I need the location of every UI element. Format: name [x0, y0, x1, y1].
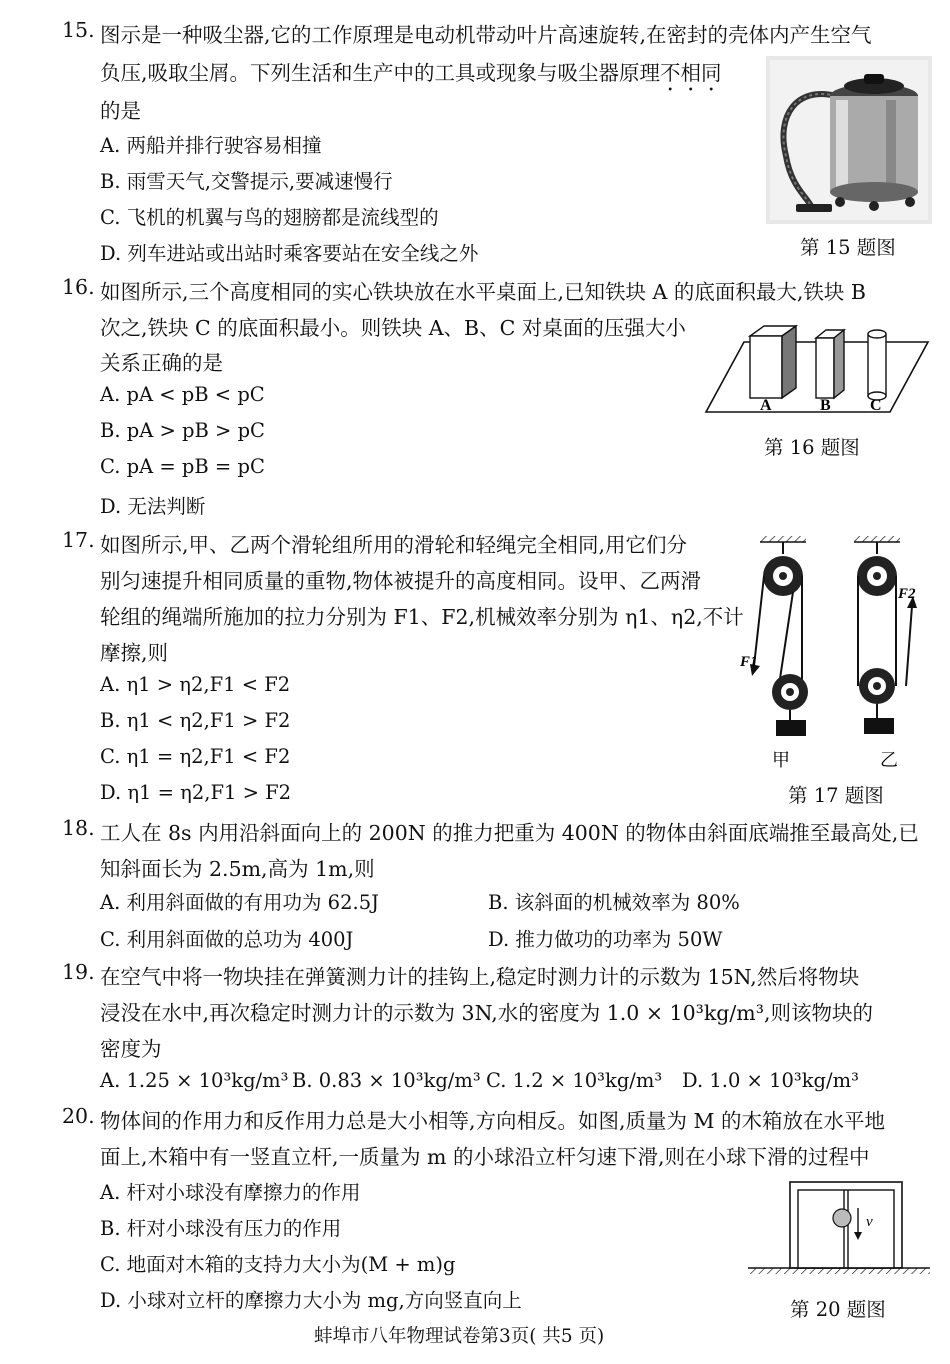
q16-line-3: 关系正确的是 [100, 351, 223, 375]
q16-option-b: B. pA > pB > pC [100, 419, 265, 442]
pulley-yi-label: 乙 [880, 750, 898, 771]
q15-line-3: 的是 [100, 99, 141, 123]
q18-line-1: 工人在 8s 内用沿斜面向上的 200N 的推力把重为 400N 的物体由斜面底端推至最高处,已 [100, 821, 919, 845]
q16-line-2: 次之,铁块 C 的底面积最小。则铁块 A、B、C 对桌面的压强大小 [100, 316, 686, 340]
q15-line-2: 负压,吸取尘屑。下列生活和生产中的工具或现象与吸尘器原理不相同 [100, 61, 722, 85]
force-f2-label: F2 [898, 586, 916, 602]
q17-figure-caption: 第 17 题图 [788, 784, 884, 807]
force-f1-label: F1 [740, 654, 758, 670]
q17-number: 17. [62, 528, 95, 552]
q16-line-1: 如图所示,三个高度相同的实心铁块放在水平桌面上,已知铁块 A 的底面积最大,铁块 B [100, 280, 866, 304]
q19-option-c: C. 1.2 × 10³kg/m³ [486, 1069, 663, 1092]
q18-option-d: D. 推力做功的功率为 50W [488, 928, 723, 951]
iron-blocks-figure [700, 318, 930, 418]
q15-option-a: A. 两船并排行驶容易相撞 [100, 134, 322, 157]
q17-line-3: 轮组的绳端所施加的拉力分别为 F1、F2,机械效率分别为 η1、η2,不计 [100, 605, 744, 629]
block-b-label: B [820, 397, 831, 414]
pulley-jia-label: 甲 [772, 750, 790, 771]
q17-option-a: A. η1 > η2,F1 < F2 [100, 673, 291, 696]
q17-line-4: 摩擦,则 [100, 641, 169, 665]
q18-option-a: A. 利用斜面做的有用功为 62.5J [100, 891, 379, 914]
q16-number: 16. [62, 275, 95, 299]
q19-number: 19. [62, 960, 95, 984]
q15-number: 15. [62, 18, 95, 42]
q16-option-c: C. pA = pB = pC [100, 455, 265, 478]
q15-emphasis: 不相同 [660, 61, 722, 85]
q17-option-c: C. η1 = η2,F1 < F2 [100, 745, 291, 768]
q17-line-2: 别匀速提升相同质量的重物,物体被提升的高度相同。设甲、乙两滑 [100, 569, 702, 593]
q20-option-a: A. 杆对小球没有摩擦力的作用 [100, 1181, 361, 1204]
q17-line-1: 如图所示,甲、乙两个滑轮组所用的滑轮和轻绳完全相同,用它们分 [100, 533, 688, 557]
q18-option-c: C. 利用斜面做的总功为 400J [100, 928, 354, 951]
block-a-label: A [760, 397, 772, 414]
q17-option-d: D. η1 = η2,F1 > F2 [100, 781, 292, 804]
q20-figure-caption: 第 20 题图 [790, 1298, 886, 1321]
q20-line-2: 面上,木箱中有一竖直立杆,一质量为 m 的小球沿立杆匀速下滑,则在小球下滑的过程中 [100, 1145, 870, 1169]
q20-option-d: D. 小球对立杆的摩擦力大小为 mg,方向竖直向上 [100, 1289, 522, 1312]
q19-line-2: 浸没在水中,再次稳定时测力计的示数为 3N,水的密度为 1.0 × 10³kg/m³,则该物块的 [100, 1001, 873, 1025]
q15-option-b: B. 雨雪天气,交警提示,要减速慢行 [100, 170, 393, 193]
q18-line-2: 知斜面长为 2.5m,高为 1m,则 [100, 857, 375, 881]
q19-option-a: A. 1.25 × 10³kg/m³ [100, 1069, 289, 1092]
q18-number: 18. [62, 816, 95, 840]
q16-option-d: D. 无法判断 [100, 495, 206, 518]
page-footer: 蚌埠市八年物理试卷第3页( 共5 页) [314, 1326, 605, 1347]
q19-line-3: 密度为 [100, 1037, 162, 1061]
q17-option-b: B. η1 < η2,F1 > F2 [100, 709, 291, 732]
q20-option-b: B. 杆对小球没有压力的作用 [100, 1217, 342, 1240]
q16-option-a: A. pA < pB < pC [100, 383, 265, 406]
q16-figure-caption: 第 16 题图 [764, 436, 860, 459]
q15-option-c: C. 飞机的机翼与鸟的翅膀都是流线型的 [100, 206, 439, 229]
q19-line-1: 在空气中将一物块挂在弹簧测力计的挂钩上,稳定时测力计的示数为 15N,然后将物块 [100, 965, 860, 989]
q20-option-c: C. 地面对木箱的支持力大小为(M + m)g [100, 1253, 456, 1276]
q19-option-b: B. 0.83 × 10³kg/m³ [292, 1069, 481, 1092]
q15-option-d: D. 列车进站或出站时乘客要站在安全线之外 [100, 242, 479, 265]
q19-option-d: D. 1.0 × 10³kg/m³ [682, 1069, 859, 1092]
q18-option-b: B. 该斜面的机械效率为 80% [488, 891, 740, 914]
box-rod-ball-figure [746, 1176, 932, 1282]
q20-line-1: 物体间的作用力和反作用力总是大小相等,方向相反。如图,质量为 M 的木箱放在水平地 [100, 1109, 886, 1133]
q15-line-1: 图示是一种吸尘器,它的工作原理是电动机带动叶片高速旋转,在密封的壳体内产生空气 [100, 23, 872, 47]
velocity-v-label: v [866, 1214, 873, 1230]
q20-number: 20. [62, 1104, 95, 1128]
block-c-label: C [870, 397, 882, 414]
pulley-systems-figure [738, 530, 938, 774]
q15-figure-caption: 第 15 题图 [800, 236, 896, 259]
vacuum-cleaner-figure [766, 56, 932, 224]
